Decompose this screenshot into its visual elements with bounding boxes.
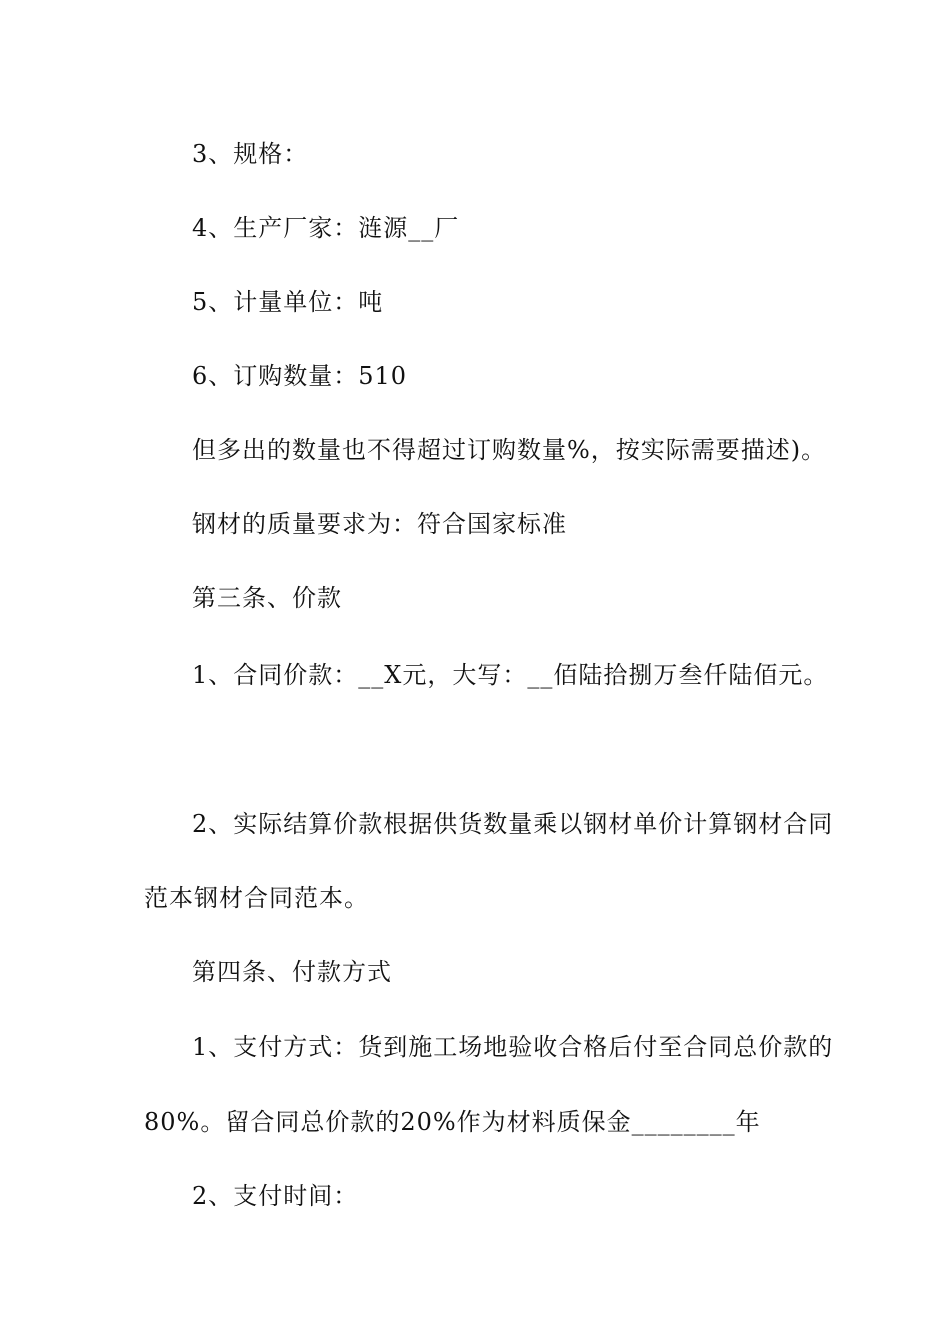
quality-requirement-line: 钢材的质量要求为：符合国家标准 [192, 510, 567, 538]
payment-method-line-continued: 80%。留合同总价款的20%作为材料质保金________年 [144, 1108, 761, 1136]
manufacturer-line: 4、生产厂家：涟源__厂 [192, 214, 460, 242]
payment-time-line: 2、支付时间： [192, 1182, 359, 1210]
settlement-line-continued: 范本钢材合同范本。 [144, 884, 369, 912]
article-four-heading: 第四条、付款方式 [192, 958, 392, 986]
quantity-line: 6、订购数量：510 [192, 362, 408, 390]
article-three-heading: 第三条、价款 [192, 584, 342, 612]
spec-line: 3、规格： [192, 140, 309, 168]
quantity-note-line: 但多出的数量也不得超过订购数量%，按实际需要描述)。 [192, 436, 827, 464]
settlement-line: 2、实际结算价款根据供货数量乘以钢材单价计算钢材合同 [192, 810, 834, 838]
unit-line: 5、计量单位：吨 [192, 288, 384, 316]
payment-method-line: 1、支付方式：货到施工场地验收合格后付至合同总价款的 [192, 1033, 834, 1061]
contract-price-line: 1、合同价款：__X元，大写：__佰陆拾捌万叁仟陆佰元。 [192, 661, 829, 689]
